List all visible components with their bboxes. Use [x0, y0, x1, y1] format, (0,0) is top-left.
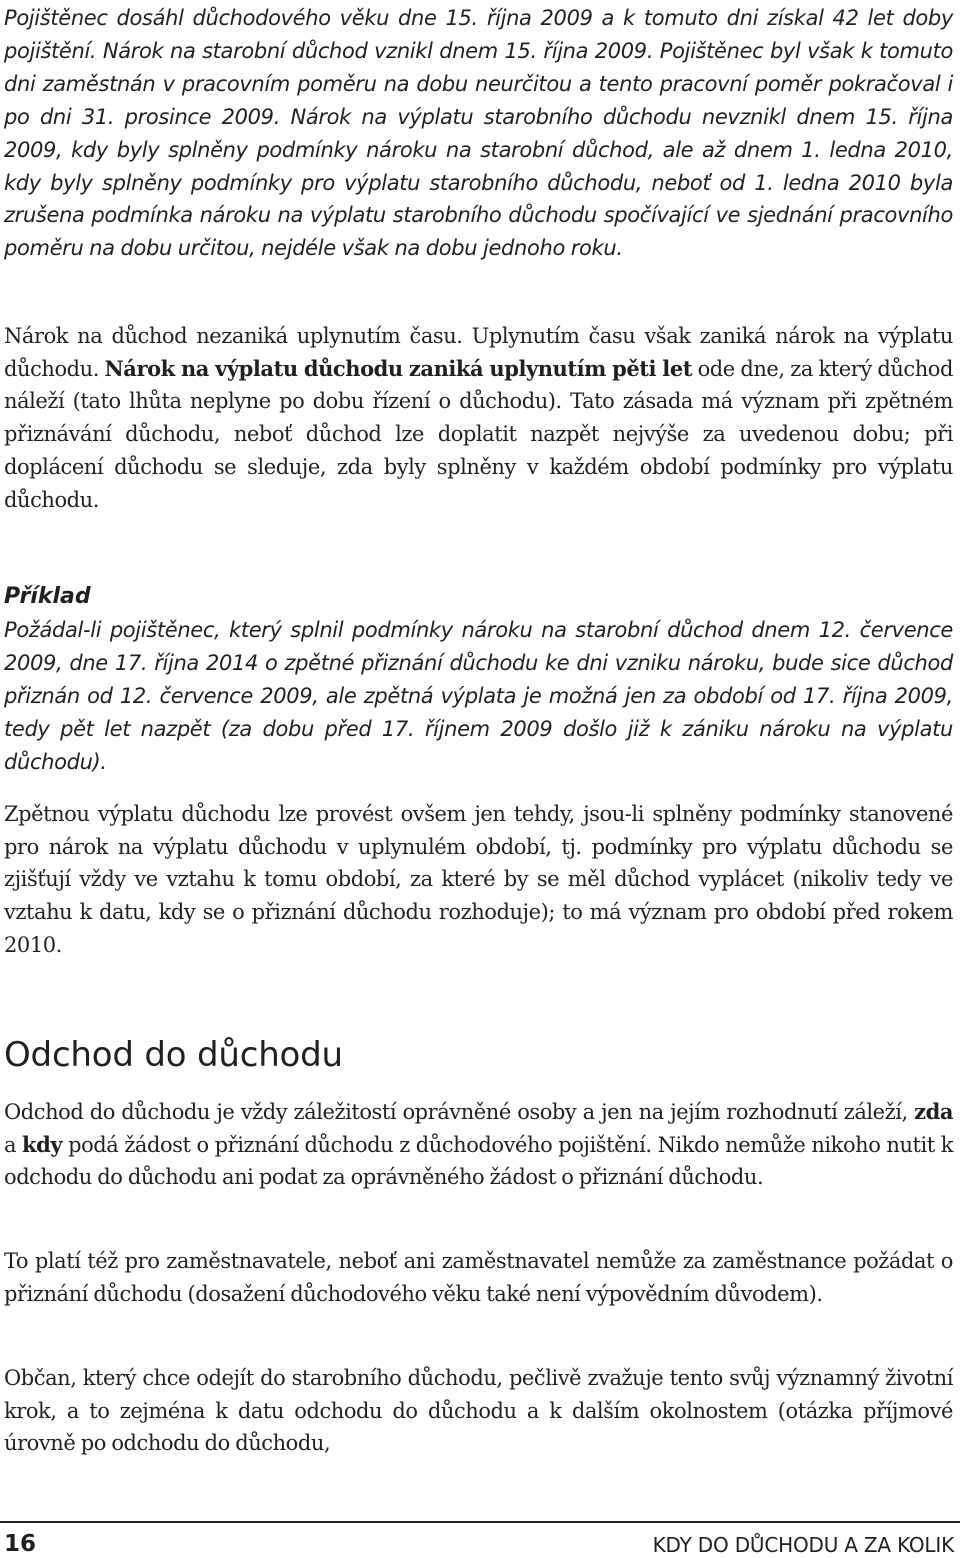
section-title: Odchod do důchodu [4, 1035, 343, 1075]
example-text: Požádal-li pojištěnec, který splnil podmínky nároku na starobní důchod dnem 12. července 2009, dne 17. října 2014 o zpětné přiznání důchodu ke dni vzniku nároku, bude sice důchod přiznán od 12. července 2009, ale zpětná výplata je možná jen za období od 17. října 2009, tedy pět let nazpět (za dobu před 17. říjnem 2009 došlo již k zániku nároku na výplatu důchodu). [4, 618, 953, 774]
expiry-paragraph-block [4, 320, 953, 516]
decision-bold-kdy: kdy [22, 1131, 63, 1157]
intro-paragraph: Pojištěnec dosáhl důchodového věku dne 15. října 2009 a k tomuto dni získal 42 let doby pojištění. Nárok na starobní důchod vznikl dnem 15. října 2009. Pojištěnec byl však k tomuto dni zaměstnán v pracovním poměru na dobu neurčitou a tento pracovní poměr pokračoval i po dni 31. prosince 2009. Nárok na výplatu starobního důchodu nevznikl dnem 15. října 2009, kdy byly splněny podmínky nároku na starobní důchod, ale až dnem 1. ledna 2010, kdy byly splněny podmínky pro výplatu starobního důchodu, neboť od 1. ledna 2010 byla zrušena podmínka nároku na výplatu starobního důchodu spočívající ve sjednání pracovního poměru na dobu určitou, nejdéle však na dobu jednoho roku. [4, 6, 953, 261]
citizen-paragraph: Občan, který chce odejít do starobního důchodu, pečlivě zvažuje tento svůj významný životní krok, a to zejména k datu odchodu do důchodu a k dalším okolnostem (otázka příjmové úrovně po odchodu do důchodu, [4, 1366, 953, 1456]
running-title: KDY DO DŮCHODU A ZA KOLIK [652, 1533, 954, 1557]
page-number: 16 [4, 1531, 37, 1557]
expiry-text-2: ode dne, za který důchod náleží (tato lhůta neplyne po dobu řízení o důchodu). Tato zásada má význam při zpětném přiznávání důchodu, neboť důchod lze doplatit nazpět nejvýše za uvedenou dobu; při doplácení důchodu se sleduje, zda byly splněny v každém období podmínky pro výplatu důchodu. [4, 356, 953, 512]
decision-paragraph [4, 1096, 953, 1194]
decision-text-3: podá žádost o přiznání důchodu z důchodového pojištění. Nikdo nemůže nikoho nutit k odchodu do důchodu ani podat za oprávněného žádost o přiznání důchodu. [4, 1132, 953, 1190]
employer-paragraph: To platí též pro zaměstnavatele, neboť ani zaměstnavatel nemůže za zaměstnance požádat o přiznání důchodu (dosažení důchodového věku také není výpovědním důvodem). [4, 1249, 953, 1306]
footer-rule [0, 1521, 960, 1523]
decision-paragraph-block [4, 1096, 953, 1194]
citizen-paragraph-block [4, 1362, 953, 1460]
decision-text-2: a [4, 1132, 23, 1157]
example-heading: Příklad [4, 584, 91, 609]
example-block [4, 614, 953, 779]
retro-paragraph: Zpětnou výplatu důchodu lze provést ovšem jen tehdy, jsou-li splněny podmínky stanovené pro nárok na výplatu důchodu v uplynulém období, tj. podmínky pro výplatu důchodu se zjišťují vždy ve vztahu k tomu období, za které by se měl důchod vyplácet (nikoliv tedy ve vztahu k datu, kdy se o přiznání důchodu rozhoduje); to má význam pro období před rokem 2010. [4, 802, 953, 957]
expiry-paragraph [4, 320, 953, 516]
employer-paragraph-block [4, 1245, 953, 1310]
intro-paragraph-block [4, 2, 953, 265]
decision-bold-zda: zda [914, 1099, 953, 1124]
expiry-text-1: Nárok na důchod nezaniká uplynutím času. Uplynutím času však zaniká nárok na výplatu důchodu. [4, 324, 953, 381]
decision-text-1: Odchod do důchodu je vždy záležitostí oprávněné osoby a jen na jejím rozhodnutí záleží, [4, 1100, 915, 1124]
retro-paragraph-block [4, 798, 953, 962]
expiry-bold-text: Nárok na výplatu důchodu zaniká uplynutím pěti let [104, 355, 692, 381]
